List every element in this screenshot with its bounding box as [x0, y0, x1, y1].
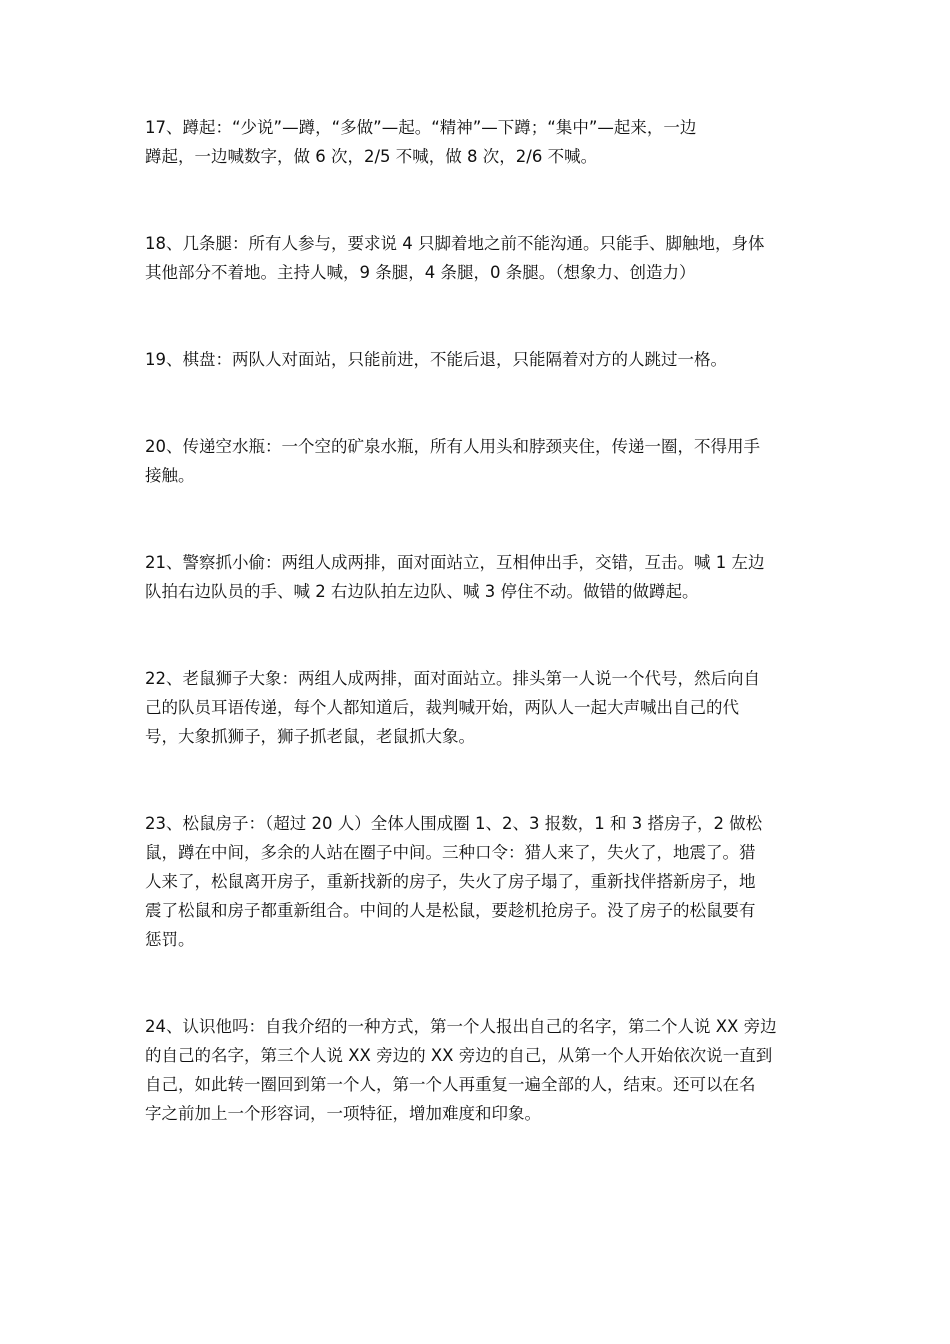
- paragraph-line: 震了松鼠和房子都重新组合。中间的人是松鼠，要趁机抢房子。没了房子的松鼠要有: [145, 901, 756, 920]
- game-rule-paragraph: [145, 229, 807, 287]
- paragraph-line: 字之前加上一个形容词，一项特征，增加难度和印象。: [145, 1104, 541, 1123]
- paragraph-line: 蹲起，一边喊数字，做 6 次，2/5 不喊，做 8 次，2/6 不喊。: [145, 147, 598, 166]
- paragraph-line: 20、传递空水瓶：一个空的矿泉水瓶，所有人用头和脖颈夹住，传递一圈，不得用手: [145, 437, 760, 456]
- paragraph-line: 自己，如此转一圈回到第一个人，第一个人再重复一遍全部的人，结束。还可以在名: [145, 1075, 756, 1094]
- game-rule-paragraph: [145, 432, 807, 490]
- paragraph-line: 24、认识他吗：自我介绍的一种方式，第一个人报出自己的名字，第二个人说 XX 旁边: [145, 1017, 777, 1036]
- paragraph-line: 人来了，松鼠离开房子，重新找新的房子，失火了房子塌了，重新找伴搭新房子，地: [145, 872, 756, 891]
- paragraph-line: 号，大象抓狮子，狮子抓老鼠，老鼠抓大象。: [145, 727, 475, 746]
- game-rule-paragraph: [145, 1012, 807, 1128]
- paragraph-line: 鼠，蹲在中间，多余的人站在圈子中间。三种口令：猎人来了，失火了，地震了。猎: [145, 843, 756, 862]
- paragraph-line: 己的队员耳语传递，每个人都知道后，裁判喊开始，两队人一起大声喊出自己的代: [145, 698, 739, 717]
- paragraph-line: 22、老鼠狮子大象：两组人成两排，面对面站立。排头第一人说一个代号，然后向自: [145, 669, 760, 688]
- paragraph-line: 惩罚。: [145, 930, 195, 949]
- paragraph-line: 17、蹲起：“少说”—蹲，“多做”—起。“精神”—下蹲；“集中”—起来，一边: [145, 118, 697, 137]
- game-rule-paragraph: [145, 113, 807, 171]
- paragraph-line: 21、警察抓小偷：两组人成两排，面对面站立，互相伸出手，交错，互击。喊 1 左边: [145, 553, 765, 572]
- paragraph-line: 19、棋盘：两队人对面站，只能前进，不能后退，只能隔着对方的人跳过一格。: [145, 350, 727, 369]
- paragraph-line: 23、松鼠房子：（超过 20 人）全体人围成圈 1、2、3 报数，1 和 3 搭房子，2 做松: [145, 814, 763, 833]
- game-rule-paragraph: [145, 664, 807, 751]
- document-body: [145, 113, 807, 1186]
- paragraph-line: 18、几条腿：所有人参与，要求说 4 只脚着地之前不能沟通。只能手、脚触地，身体: [145, 234, 765, 253]
- game-rule-paragraph: [145, 345, 807, 374]
- game-rule-paragraph: [145, 809, 807, 954]
- game-rule-paragraph: [145, 548, 807, 606]
- paragraph-line: 队拍右边队员的手、喊 2 右边队拍左边队、喊 3 停住不动。做错的做蹲起。: [145, 582, 699, 601]
- paragraph-line: 接触。: [145, 466, 195, 485]
- paragraph-line: 其他部分不着地。主持人喊，9 条腿，4 条腿，0 条腿。（想象力、创造力）: [145, 263, 696, 282]
- paragraph-line: 的自己的名字，第三个人说 XX 旁边的 XX 旁边的自己，从第一个人开始依次说一直到: [145, 1046, 773, 1065]
